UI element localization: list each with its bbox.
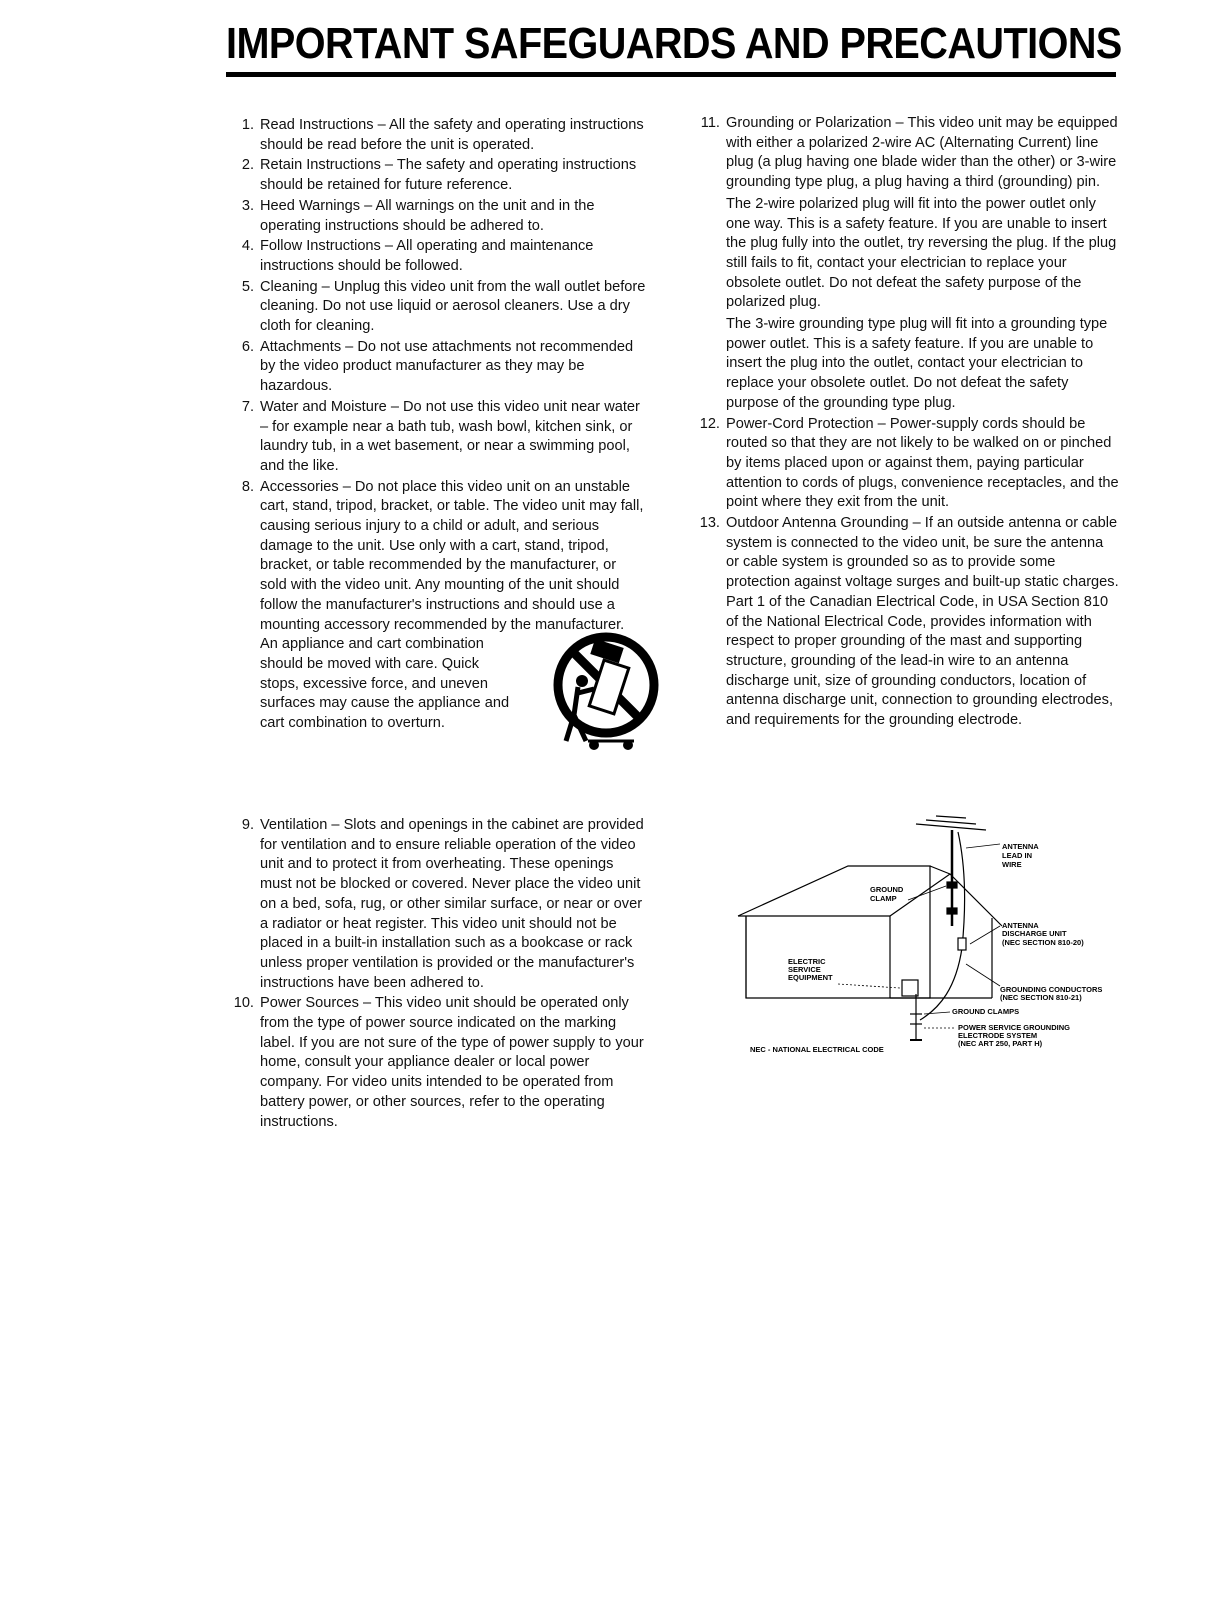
item-text: Accessories – Do not place this video unit on an unstable cart, stand, tripod, bracket, or table. The video unit may fall, causing serious injury to a child or adult, and serious damage to the unit. Use only with a cart, stand, tripod, bracket, or table recommended by the manufacturer, or sold with the video unit. Any mounting of the unit should follow the manufacturer's instructions and should use a mounting accessory recommended by the manufacturer. <box>260 478 644 633</box>
cart-tip-over-icon <box>548 629 660 755</box>
label-discharge-unit: DISCHARGE UNIT <box>1002 929 1067 938</box>
safeguard-item-13 <box>700 514 1120 731</box>
label-conductors-nec: (NEC SECTION 810-21) <box>1000 993 1082 1002</box>
label-ground-clamp: GROUND <box>870 885 904 894</box>
title-rule <box>226 72 1116 77</box>
label-ground-clamps: GROUND CLAMPS <box>952 1007 1020 1016</box>
item-number: 9. <box>241 817 254 833</box>
label-electrode-system: ELECTRODE SYSTEM <box>958 1031 1038 1040</box>
label-lead-in-wire: WIRE <box>1002 860 1022 869</box>
item-number: 10. <box>233 995 254 1012</box>
item-number: 2. <box>241 157 254 174</box>
item-number: 11. <box>700 115 720 131</box>
item-text: Power-Cord Protection – Power-supply cords should be routed so that they are not likely to be walked on or pinched by items placed upon or against them, paying particular attention to cords of plugs, convenience receptacles, and the point where they exit from the unit. <box>726 415 1119 511</box>
item-text: The 2-wire polarized plug will fit into the power outlet only one way. This is a safety feature. If you are unable to insert the plug fully into the outlet, try reversing the plug. If the plug still fails to fit, contact your electrician to replace your obsolete outlet. Do not defeat the safety purpose of the polarized plug. <box>726 195 1117 311</box>
label-equipment: EQUIPMENT <box>788 973 833 982</box>
item-text: Read Instructions – All the safety and operating instructions should be read before the unit is operated. <box>260 117 644 153</box>
page-title: IMPORTANT SAFEGUARDS AND PRECAUTIONS <box>226 19 1122 68</box>
antenna-element-icon <box>916 824 986 830</box>
item-text: Grounding or Polarization – This video unit may be equipped with either a polarized 2-wire AC (Alternating Current) line plug (a plug having one blade wider than the other) or 3-wire grounding type plug, a plug having a third (grounding) pin. <box>726 115 1118 191</box>
item-number: 1. <box>241 117 254 133</box>
left-column-lower <box>234 816 646 1133</box>
label-grounding-conductors: GROUNDING CONDUCTORS <box>1000 985 1103 994</box>
safeguard-item-5 <box>234 278 646 337</box>
roof-gable <box>890 874 1002 926</box>
item-text: Water and Moisture – Do not use this video unit near water – for example near a bath tub, wash bowl, kitchen sink, or laundry tub, in a wet basement, or near a swimming pool, and the like. <box>260 398 640 474</box>
item-text: The 3-wire grounding type plug will fit into a grounding type power outlet. This is a safety feature. If you are unable to insert the plug into the outlet, contact your electrician to replace your obsolete outlet. Do not defeat the safety purpose of the grounding type plug. <box>726 316 1108 411</box>
safeguard-item-2 <box>234 156 646 195</box>
item-number: 12. <box>699 415 720 432</box>
item-number: 8. <box>241 478 254 495</box>
cart-warning-text: An appliance and cart combination should be moved with care. Quick stops, excessive force, and uneven surfaces may cause the appliance and cart combination to overturn. <box>260 636 510 732</box>
item-number: 5. <box>241 278 254 295</box>
safeguard-item-3 <box>234 197 646 236</box>
label-discharge: ANTENNA <box>1002 921 1039 930</box>
item-text: Follow Instructions – All operating and maintenance instructions should be followed. <box>260 238 594 274</box>
service-equipment-icon <box>902 980 918 996</box>
safeguard-item-12 <box>700 415 1120 514</box>
label-lead-in: LEAD IN <box>1002 851 1032 860</box>
safeguard-item-11 <box>700 114 1120 414</box>
item-number: 13. <box>699 515 720 532</box>
safeguard-item-4 <box>234 237 646 276</box>
label-antenna: ANTENNA <box>1002 842 1039 851</box>
safeguard-item-9 <box>234 816 646 993</box>
safeguard-item-8 <box>234 478 646 734</box>
safeguard-item-6 <box>234 338 646 397</box>
label-discharge-nec: (NEC SECTION 810-20) <box>1002 938 1084 947</box>
safeguard-item-7 <box>234 398 646 477</box>
cart-warning-block <box>260 635 646 734</box>
safeguard-item-1 <box>234 116 646 155</box>
lead-in-wire <box>920 832 965 1020</box>
item-text: Heed Warnings – All warnings on the unit and in the operating instructions should be adhered to. <box>260 197 595 234</box>
item-text: Cleaning – Unplug this video unit from the wall outlet before cleaning. Do not use liquid or aerosol cleaners. Use a dry cloth for cleaning. <box>260 278 646 335</box>
left-column <box>234 116 646 735</box>
item-text: Power Sources – This video unit should be operated only from the type of power source indicated on the marking label. If you are not sure of the type of power supply to your home, consult your appliance dealer or local power company. For video units intended to be operated from battery power, or other sources, refer to the operating instructions. <box>260 995 644 1130</box>
label-power-nec: (NEC ART 250, PART H) <box>958 1039 1043 1048</box>
item-text: Retain Instructions – The safety and operating instructions should be retained for future reference. <box>260 157 637 194</box>
item-text: Ventilation – Slots and openings in the cabinet are provided for ventilation and to ensure reliable operation of the video unit and to protect it from overheating. These openings must not be blocked or covered. Never place the video unit on a bed, sofa, rug, or other similar surface, or near or over a radiator or heat register. This video unit should not be placed in a built-in installation such as a bookcase or rack unless proper ventilation is provided or the manufacturer's instructions have been adhered to. <box>260 817 644 991</box>
item-text: Outdoor Antenna Grounding – If an outside antenna or cable system is connected to the video unit, be sure the antenna or cable system is grounded so as to provide some protection against voltage surges and built-up static charges. Part 1 of the Canadian Electrical Code, in USA Section 810 of the National Electrical Code, provides information with respect to proper grounding of the mast and supporting structure, grounding of the lead-in wire to an antenna discharge unit, size of grounding conductors, location of antenna discharge unit, connection to grounding electrodes, and requirements for the grounding electrode. <box>726 515 1119 729</box>
item-number: 7. <box>241 398 254 415</box>
label-nec-definition: NEC - NATIONAL ELECTRICAL CODE <box>750 1045 884 1054</box>
label-ground-clamp-2: CLAMP <box>870 894 897 903</box>
right-column <box>700 114 1120 732</box>
item-text: Attachments – Do not use attachments not recommended by the video product manufacturer as they may be hazardous. <box>260 338 634 395</box>
antenna-grounding-diagram <box>730 808 1130 1068</box>
item-number: 4. <box>241 238 254 255</box>
discharge-unit-icon <box>958 938 966 950</box>
label-electric: ELECTRIC <box>788 957 826 966</box>
safeguard-item-10 <box>234 994 646 1132</box>
label-service: SERVICE <box>788 965 821 974</box>
item-number: 6. <box>241 338 254 355</box>
label-power-service: POWER SERVICE GROUNDING <box>958 1023 1070 1032</box>
item-number: 3. <box>241 197 254 214</box>
